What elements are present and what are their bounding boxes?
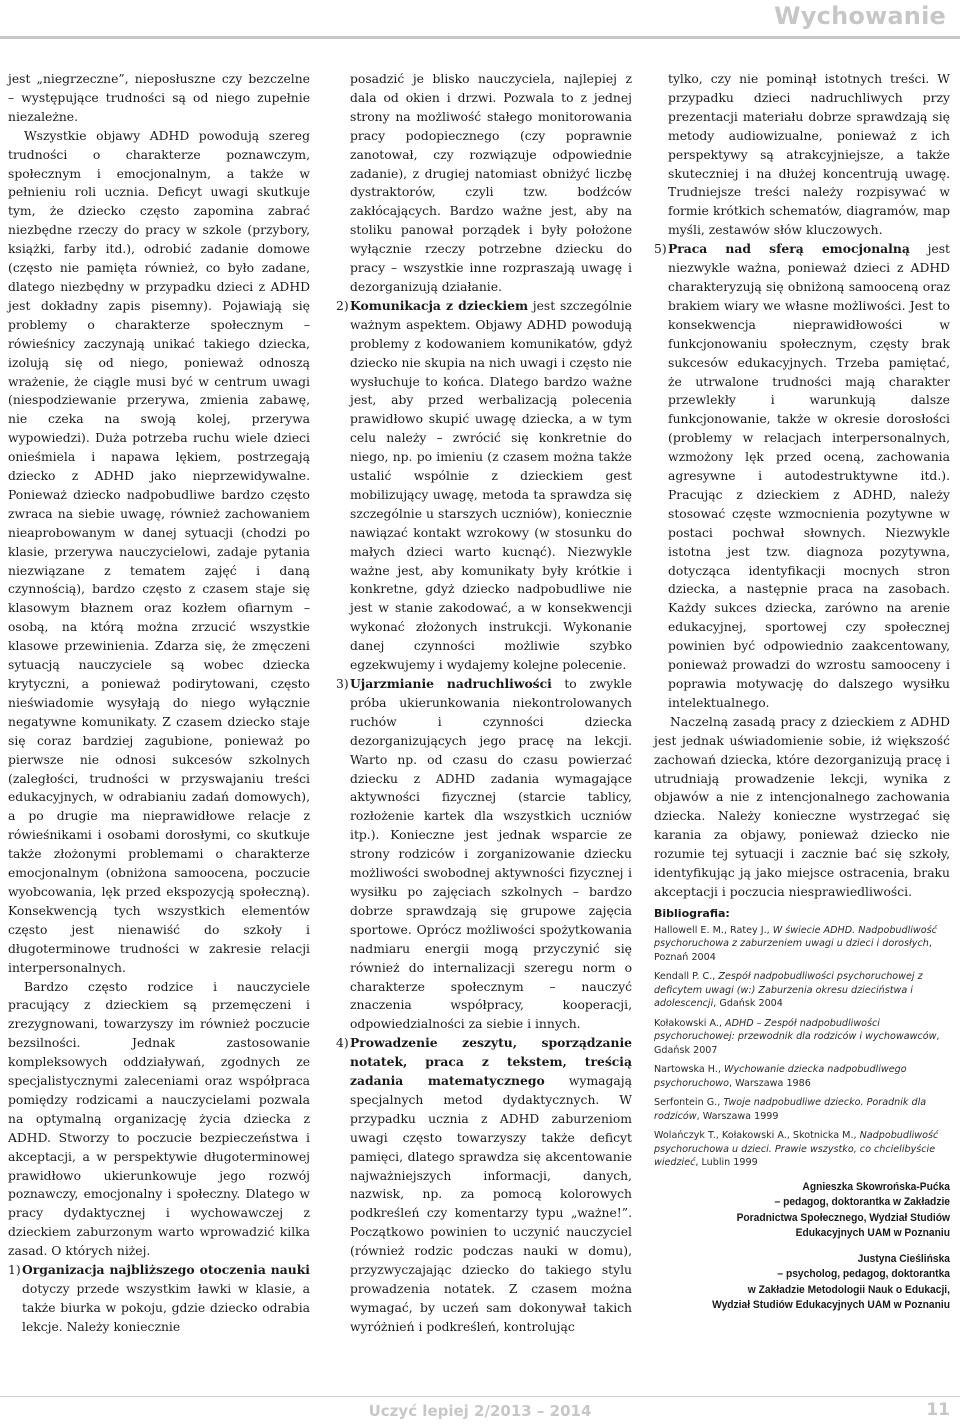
bibliography-item [654, 1063, 950, 1090]
list-text: wymagają specjalnych metod dydaktycznych. W przypadku ucznia z ADHD zaburzeniom uwagi często towarzyszy także deficyt pamięci, dlatego sprawdza się akcentowanie najważniejszych informacji, danych, nazwisk, np. za pomocą kolorowych podkreśleń czy komentarzy typu „ważne!”. Początkowo powinien to uczynić nauczyciel (również rodzic podczas nauki w domu), przyzwyczajając dziecko do takiego stylu prowadzenia notatek. Z czasem można wymagać, by uczeń sam dokonywał takich wyróżnień i podkreśleń, kontrolując [350, 1074, 632, 1334]
author-block [684, 1252, 950, 1314]
bib-title: Twoje nadpobudliwe dziecko. Poradnik dla rodziców [654, 1097, 927, 1122]
column-3 [654, 70, 950, 1314]
list-item-1 [8, 1261, 310, 1337]
list-number: 3) [336, 677, 349, 691]
bibliography-item [654, 970, 950, 1011]
bib-title: Zespół nadpobudliwości psychoruchowej z deficytem uwagi (w:) Zaburzenia okresu dzieciństwa i adolescencji [654, 971, 923, 1010]
paragraph: tylko, czy nie pominął istotnych treści. W przypadku dzieci nadruchliwych przy prezentacji materiału dobrze sprawdzają się metody audiowizualne, ponieważ z ich perspektywy są atrakcyjniejsze, a także skuteczniej i na dłużej koncentrują uwagę. Trudniejsze treści należy rozpisywać w formie krótkich schematów, diagramów, map myśli, zestawów słów kluczowych. [668, 72, 950, 238]
footer-rule [0, 1396, 960, 1397]
column-1 [8, 70, 310, 1337]
list-text: jest niezwykle ważna, ponieważ dzieci z ADHD charakteryzują się obniżoną samooceną oraz brakiem wiary we własne możliwości. Jest to konsekwencja nieprawidłowości w funkcjonowaniu społecznym, częsty brak sukcesów edukacyjnych. Trzeba pamiętać, że utrwalone trudności mają charakter przewlekły i warunkują dalsze funkcjonowanie, także w okresie dorosłości (problemy w relacjach interpersonalnych, wzmożony lęk przed oceną, zachowania agresywne i autodestruktywne itd.). Pracując z dzieckiem z ADHD, należy stosować częste wzmocnienia pozytywne w postaci pochwał słownych. Niezwykle istotna jest tzw. diagnoza pozytywna, dotycząca identyfikacji mocnych stron dziecka, a następnie praca na zasobach. Każdy sukces dziecka, zarówno na arenie edukacyjnej, sportowej czy społecznej powinien być odpowiednio zaakcentowany, ponieważ prowadzi do wzrostu samooceny i poprawia motywację do dalszego wysiłku intelektualnego. [668, 242, 951, 710]
bib-publication: , Gdańsk 2004 [713, 998, 783, 1010]
author-name: Justyna Cieślińska [857, 1252, 950, 1265]
bib-title: Wychowanie dziecka nadpobudliwego psychoruchowo [654, 1064, 907, 1089]
bib-title: Nadpobudliwość psychoruchowa u dzieci. Prawie wszystko, co chcielibyście wiedzieć [654, 1130, 939, 1169]
paragraph: Naczelną zasadą pracy z dzieckiem z ADHD jest jednak uświadomienie sobie, iż większość zachowań dziecka, które dezorganizują pracę i utrudniają prowadzenie lekcji, wynika z objawów a nie z intencjonalnego zachowania dziecka. Należy konieczne wystrzegać się karania za objawy, ponieważ dziecko nie rozumie tej sytuacji i zacznie bać się szkoły, identyfikując ją jako miejsce ostracenia, braku akceptacji i poczucia niesprawiedliwości. [654, 714, 950, 899]
bib-publication: , Poznań 2004 [654, 938, 932, 963]
paragraph: Wszystkie objawy ADHD powodują szereg trudności o charakterze poznawczym, społecznym i emocjonalnym, a także w pełnieniu roli ucznia. Deficyt uwagi skutkuje tym, że dziecko często zapomina zabrać niezbędne rzeczy do pracy w szkole (przybory, książki, farby itd.), odrobić zadanie domowe (często nie pamięta również, co było zadane, dlatego niezbędny w przypadku dzieci z ADHD jest dokładny zapis pisemny). Pojawiają się problemy o charakterze społecznym – rówieśnicy zaczynają unikać takiego dziecka, izolują się od niego, ponieważ odnoszą wrażenie, że ciągle musi być w centrum uwagi (niespodziewanie przerywa, zmienia zabawę, nie czeka na swoją kolej, przerywa wypowiedzi). Duża potrzeba ruchu wiele dzieci onieśmiela i napawa lękiem, postrzegają dziecko z ADHD jako nieprzewidywalne. Ponieważ dziecko nadpobudliwe bardzo często zwraca na siebie uwagę, również zachowaniem nieaprobowanym w danej sytuacji (chodzi po klasie, przerywa nauczycielowi, zadaje pytania niezwiązane z tematem zajęć i daną czynnością), bardzo często z czasem staje się klasowym błaznem oraz kozłem ofiarnym – osobą, na którą można zrzucić wszystkie klasowe przewinienia. Zdarza się, że zmęczeni sytuacją nauczyciele są wobec dziecka krytyczni, a ponieważ podirytowani, często nieświadomie wysyłają do niego wyłącznie negatywne komunikaty. Z czasem dziecko staje się coraz bardziej zagubione, ponieważ po pierwsze nie odnosi sukcesów szkolnych (zaległości, trudności w przyswajaniu treści edukacyjnych, w odrabianiu zadań domowych), a po drugie ma nieprawidłowe relacje z rówieśnikami i osobami dorosłymi, co skutkuje także złożonymi problemami o charakterze emocjonalnym (obniżona samoocena, poczucie wyobcowania, lęk przed ekspozycją społeczną). Konsekwencją tych wszystkich elementów często jest nienawiść do szkoły i długoterminowe trudności w zakresie relacji interpersonalnych. [8, 128, 310, 975]
list-item-2 [336, 297, 632, 675]
bibliography-heading: Bibliografia: [654, 906, 730, 920]
bibliography-item [654, 924, 950, 965]
list-item-5 [654, 240, 950, 713]
list-item-3 [336, 675, 632, 1034]
bibliography-item [654, 1129, 950, 1170]
paragraph: jest „niegrzeczne”, nieposłuszne czy bezczelne – występujące trudności są od niego zupełnie niezależne. [8, 72, 310, 124]
paragraph: Bardzo często rodzice i nauczyciele pracujący z dzieckiem są przemęczeni i zrezygnowani, towarzyszy im również poczucie bezsilności. Jednak zastosowanie kompleksowych oddziaływań, zgodnych ze specjalistycznymi zaleceniami oraz współpraca pomiędzy rodzicami a nauczycielami pozwala na optymalną organizację życia dziecka z ADHD. Stworzy to poczucie bezpieczeństwa i akceptacji, a w perspektywie długoterminowej prawidłowo ukierunkowuje jego rozwój poznawczy, emocjonalny i społeczny. Dlatego w pracy dydaktycznej i wychowawczej z dzieckiem zaburzonym warto wprowadzić kilka zasad. O których niżej. [8, 979, 310, 1259]
author-affiliation: Wydział Studiów Edukacyjnych UAM w Poznaniu [712, 1299, 950, 1312]
bib-publication: , Warszawa 1986 [728, 1077, 811, 1089]
bib-title: W świecie ADHD. Nadpobudliwość psychoruchowa z zaburzeniem uwagi u dzieci i dorosłych [654, 924, 937, 950]
list-lead: Organizacja najbliższego otoczenia nauki [22, 1262, 310, 1278]
bib-author: Hallowell E. M., Ratey J., [654, 924, 773, 936]
list-lead: Komunikacja z dzieckiem [350, 297, 529, 313]
bib-author: Wolańczyk T., Kołakowski A., Skotnicka M., [654, 1130, 860, 1142]
author-block [684, 1180, 950, 1242]
bib-author: Serfontein G., [654, 1097, 724, 1109]
list-number: 5) [654, 242, 667, 257]
bib-author: Kendall P. C., [654, 971, 719, 983]
page-number: 11 [926, 1400, 950, 1420]
list-lead: Ujarzmianie nadruchliwości [350, 676, 552, 691]
list-continuation [336, 70, 632, 297]
author-affiliation: – pedagog, doktorantka w Zakładzie [774, 1196, 950, 1209]
list-lead: Prowadzenie zeszytu, sporządzanie notatek, praca z tekstem, treścią zadania matematycznego [350, 1035, 632, 1089]
list-text: dotyczy przede wszystkim ławki w klasie, a także biurka w pokoju, gdzie dziecko odrabia lekcje. Należy koniecznie [22, 1282, 310, 1334]
bibliography-item [654, 1017, 950, 1058]
list-number: 4) [336, 1036, 349, 1051]
bib-publication: , Lublin 1999 [695, 1157, 758, 1169]
bib-author: Nartowska H., [654, 1064, 724, 1076]
author-affiliation: w Zakładzie Metodologii Nauk o Edukacji, [747, 1283, 950, 1296]
list-lead: Praca nad sferą emocjonalną [668, 241, 910, 257]
list-text: to zwykle próba ukierunkowania niekontrolowanych ruchów i czynności dziecka dezorganizujących jego pracę na lekcji. Warto np. od czasu do czasu powierzać dziecku z ADHD zadania wymagające aktywności fizycznej (starcie tablicy, rozłożenie kartek dla wszystkich uczniów itp.). Konieczne jest jednak wsparcie ze strony rodziców i zorganizowanie dziecku możliwości swobodnej aktywności fizycznej i wysiłku po zajęciach szkolnych – bardzo dobrze sprawdzają się grupowe zajęcia sportowe. Oprócz możliwości spożytkowania nadmiaru energii mogą przyczynić się również do internalizacji szeregu norm o charakterze społecznym – nauczyć znaczenia współpracy, kooperacji, odpowiedzialności za siebie i innych. [350, 677, 632, 1032]
list-number: 2) [336, 298, 349, 313]
page-header [0, 0, 960, 60]
list-item-4 [336, 1034, 632, 1337]
list-continuation [654, 70, 950, 240]
bib-publication: , Gdańsk 2007 [654, 1031, 940, 1056]
author-affiliation: Poradnictwa Społecznego, Wydział Studiów [736, 1211, 950, 1224]
column-2 [336, 70, 632, 1337]
paragraph: posadzić je blisko nauczyciela, najlepiej z dala od okien i drzwi. Pozwala to z jednej strony na możliwość stałego monitorowania pracy podopiecznego (czy poprawnie zanotował, czy rozwiązuje odpowiednie zadanie), z drugiej natomiast obniżyć liczbę dystraktorów, czyli tzw. bodźców zakłócających. Bardzo ważne jest, aby na stoliku panował porządek i były położone wyłącznie rzeczy potrzebne dziecku do pracy – wszystkie inne rozpraszają uwagę i dezorganizują działanie. [350, 72, 632, 294]
bib-publication: , Warszawa 1999 [696, 1110, 779, 1122]
list-number: 1) [8, 1263, 21, 1278]
section-title: Wychowanie [774, 2, 946, 30]
author-affiliation: Edukacyjnych UAM w Poznaniu [795, 1227, 950, 1240]
list-text: jest szczególnie ważnym aspektem. Objawy ADHD powodują problemy z kodowaniem komunikatów, gdyż dziecko nie skupia na nich uwagi i często nie wysłuchuje to końca. Dlatego bardzo ważne jest, aby przed werbalizacją polecenia prawidłowo skupić uwagę dziecka, a w tym celu należy – zwrócić się konkretnie do niego, np. po imieniu (z czasem można także ustalić wspólnie z dzieckiem gest mobilizujący uwagę, metoda ta sprawdza się szczególnie u starszych uczniów), koniecznie nawiązać kontakt wzrokowy (w stosunku do małych dzieci warto kucnąć). Niezwykle ważne jest, aby komunikaty były krótkie i konkretne, gdyż dziecko nadpobudliwe nie jest w stanie zakodować, a w konsekwencji wykonać złożonych instrukcji. Wykonanie danej czynności możliwie szybko egzekwujemy i wydajemy kolejne polecenie. [350, 298, 632, 673]
magazine-issue: Uczyć lepiej 2/2013 – 2014 [368, 1402, 592, 1420]
author-affiliation: – psycholog, pedagog, doktorantka [777, 1268, 950, 1281]
bibliography-item [654, 1096, 950, 1123]
header-rule [0, 36, 960, 39]
bib-author: Kołakowski A., [654, 1017, 726, 1029]
author-name: Agnieszka Skowrońska-Pućka [802, 1180, 950, 1193]
bib-title: ADHD – Zespół nadpobudliwości psychoruchowej: przewodnik dla rodziców i wychowawców [654, 1017, 937, 1043]
